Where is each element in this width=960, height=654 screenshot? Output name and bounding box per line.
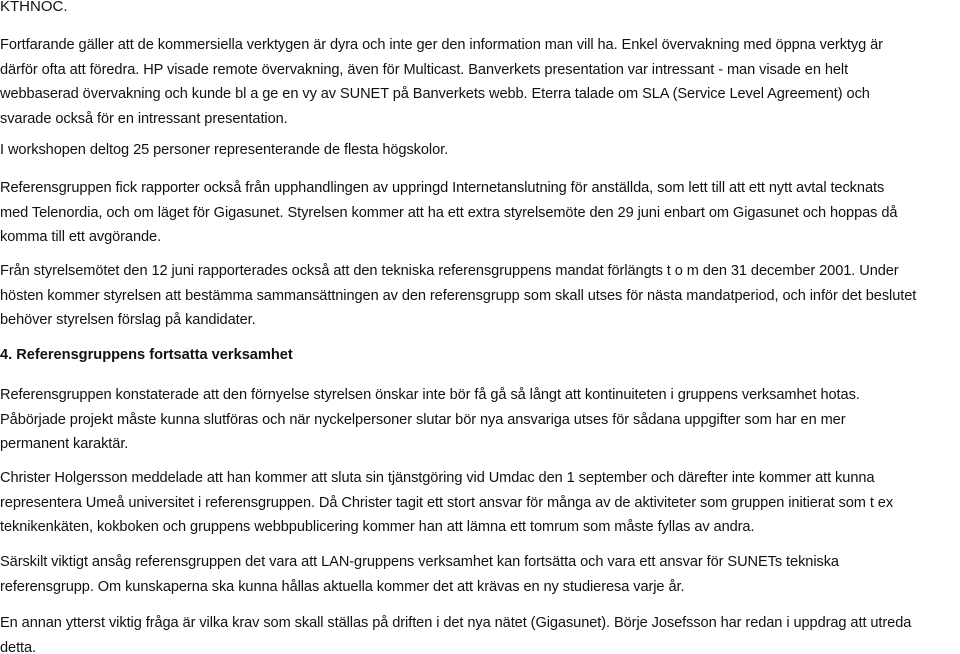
paragraph-line: därför ofta att föredra. HP visade remote övervakning, även för Multicast. Banverkets presentation var intressant - man visade en helt: [0, 61, 849, 78]
paragraph-line: detta.: [0, 639, 37, 654]
paragraph-line: Referensgruppen konstaterade att den förnyelse styrelsen önskar inte bör få gå så långt att kontinuiteten i gruppens verksamhet hotas.: [0, 387, 860, 403]
paragraph-reports: [0, 176, 960, 250]
paragraph-line: permanent karaktär.: [0, 436, 129, 453]
paragraph-line: Fortfarande gäller att de kommersiella verktygen är dyra och inte ger den information man vill ha. Enkel övervakning med öppna verktyg är: [0, 37, 883, 53]
paragraph-line: Särskilt viktigt ansåg referensgruppen det vara att LAN-gruppens verksamhet kan fortsätta och vara ett ansvar för SUNETs tekniska: [0, 554, 839, 570]
paragraph-continuity: [0, 383, 960, 457]
paragraph-lan-group: [0, 550, 960, 599]
paragraph-line: hösten kommer styrelsen att bestämma sammansättningen av den referensgrupp som skall utses för nästa mandatperiod, och inför det beslutet: [0, 287, 917, 304]
paragraph-line: I workshopen deltog 25 personer representerande de flesta högskolor.: [0, 142, 449, 158]
paragraph-line: En annan ytterst viktig fråga är vilka krav som skall ställas på driften i det nya nätet (Gigasunet). Börje Josefsson har redan i uppdrag att utreda: [0, 615, 912, 631]
paragraph-line: Påbörjade projekt måste kunna slutföras och när nyckelpersoner slutar bör nya ansvariga utses för sådana uppgifter som har en mer: [0, 411, 846, 428]
top-heading: KTHNOC.: [0, 0, 68, 15]
paragraph-line: webbaserad övervakning och kunde bl a ge en vy av SUNET på Banverkets webb. Eterra talade om SLA (Service Level Agreement) och: [0, 86, 870, 103]
paragraph-workshop: [0, 138, 960, 163]
paragraph-line: komma till ett avgörande.: [0, 229, 162, 246]
paragraph-gigasunet: [0, 611, 960, 654]
paragraph-line: Christer Holgersson meddelade att han kommer att sluta sin tjänstgöring vid Umdac den 1 september och därefter inte kommer att kunna: [0, 470, 875, 486]
paragraph-line: svarade också för en intressant presentation.: [0, 110, 288, 127]
section-heading: 4. Referensgruppens fortsatta verksamhet: [0, 347, 293, 363]
paragraph-line: representera Umeå universitet i referensgruppen. Då Christer tagit ett stort ansvar för många av de aktiviteter som gruppen initierat som t ex: [0, 494, 894, 511]
paragraph-line: teknikenkäten, kokboken och gruppens webbpublicering kommer han att lämna ett tomrum som måste fyllas av andra.: [0, 519, 755, 536]
paragraph-line: med Telenordia, och om läget för Gigasunet. Styrelsen kommer att ha ett extra styrelsemöte den 29 juni enbart om Gigasunet och hoppas då: [0, 204, 898, 221]
paragraph-board-meeting: [0, 259, 960, 333]
paragraph-line: referensgrupp. Om kunskaperna ska kunna hållas aktuella kommer det att krävas en ny studieresa varje år.: [0, 578, 685, 595]
paragraph-line: behöver styrelsen förslag på kandidater.: [0, 312, 256, 329]
paragraph-line: Från styrelsemötet den 12 juni rapporterades också att den tekniska referensgruppens mandat förlängts t o m den 31 december 2001. Under: [0, 263, 899, 279]
paragraph-christer: [0, 466, 960, 540]
paragraph-line: Referensgruppen fick rapporter också från upphandlingen av uppringd Internetanslutning för anställda, som lett till att ett nytt avtal tecknats: [0, 180, 885, 196]
paragraph-monitoring: [0, 33, 960, 131]
